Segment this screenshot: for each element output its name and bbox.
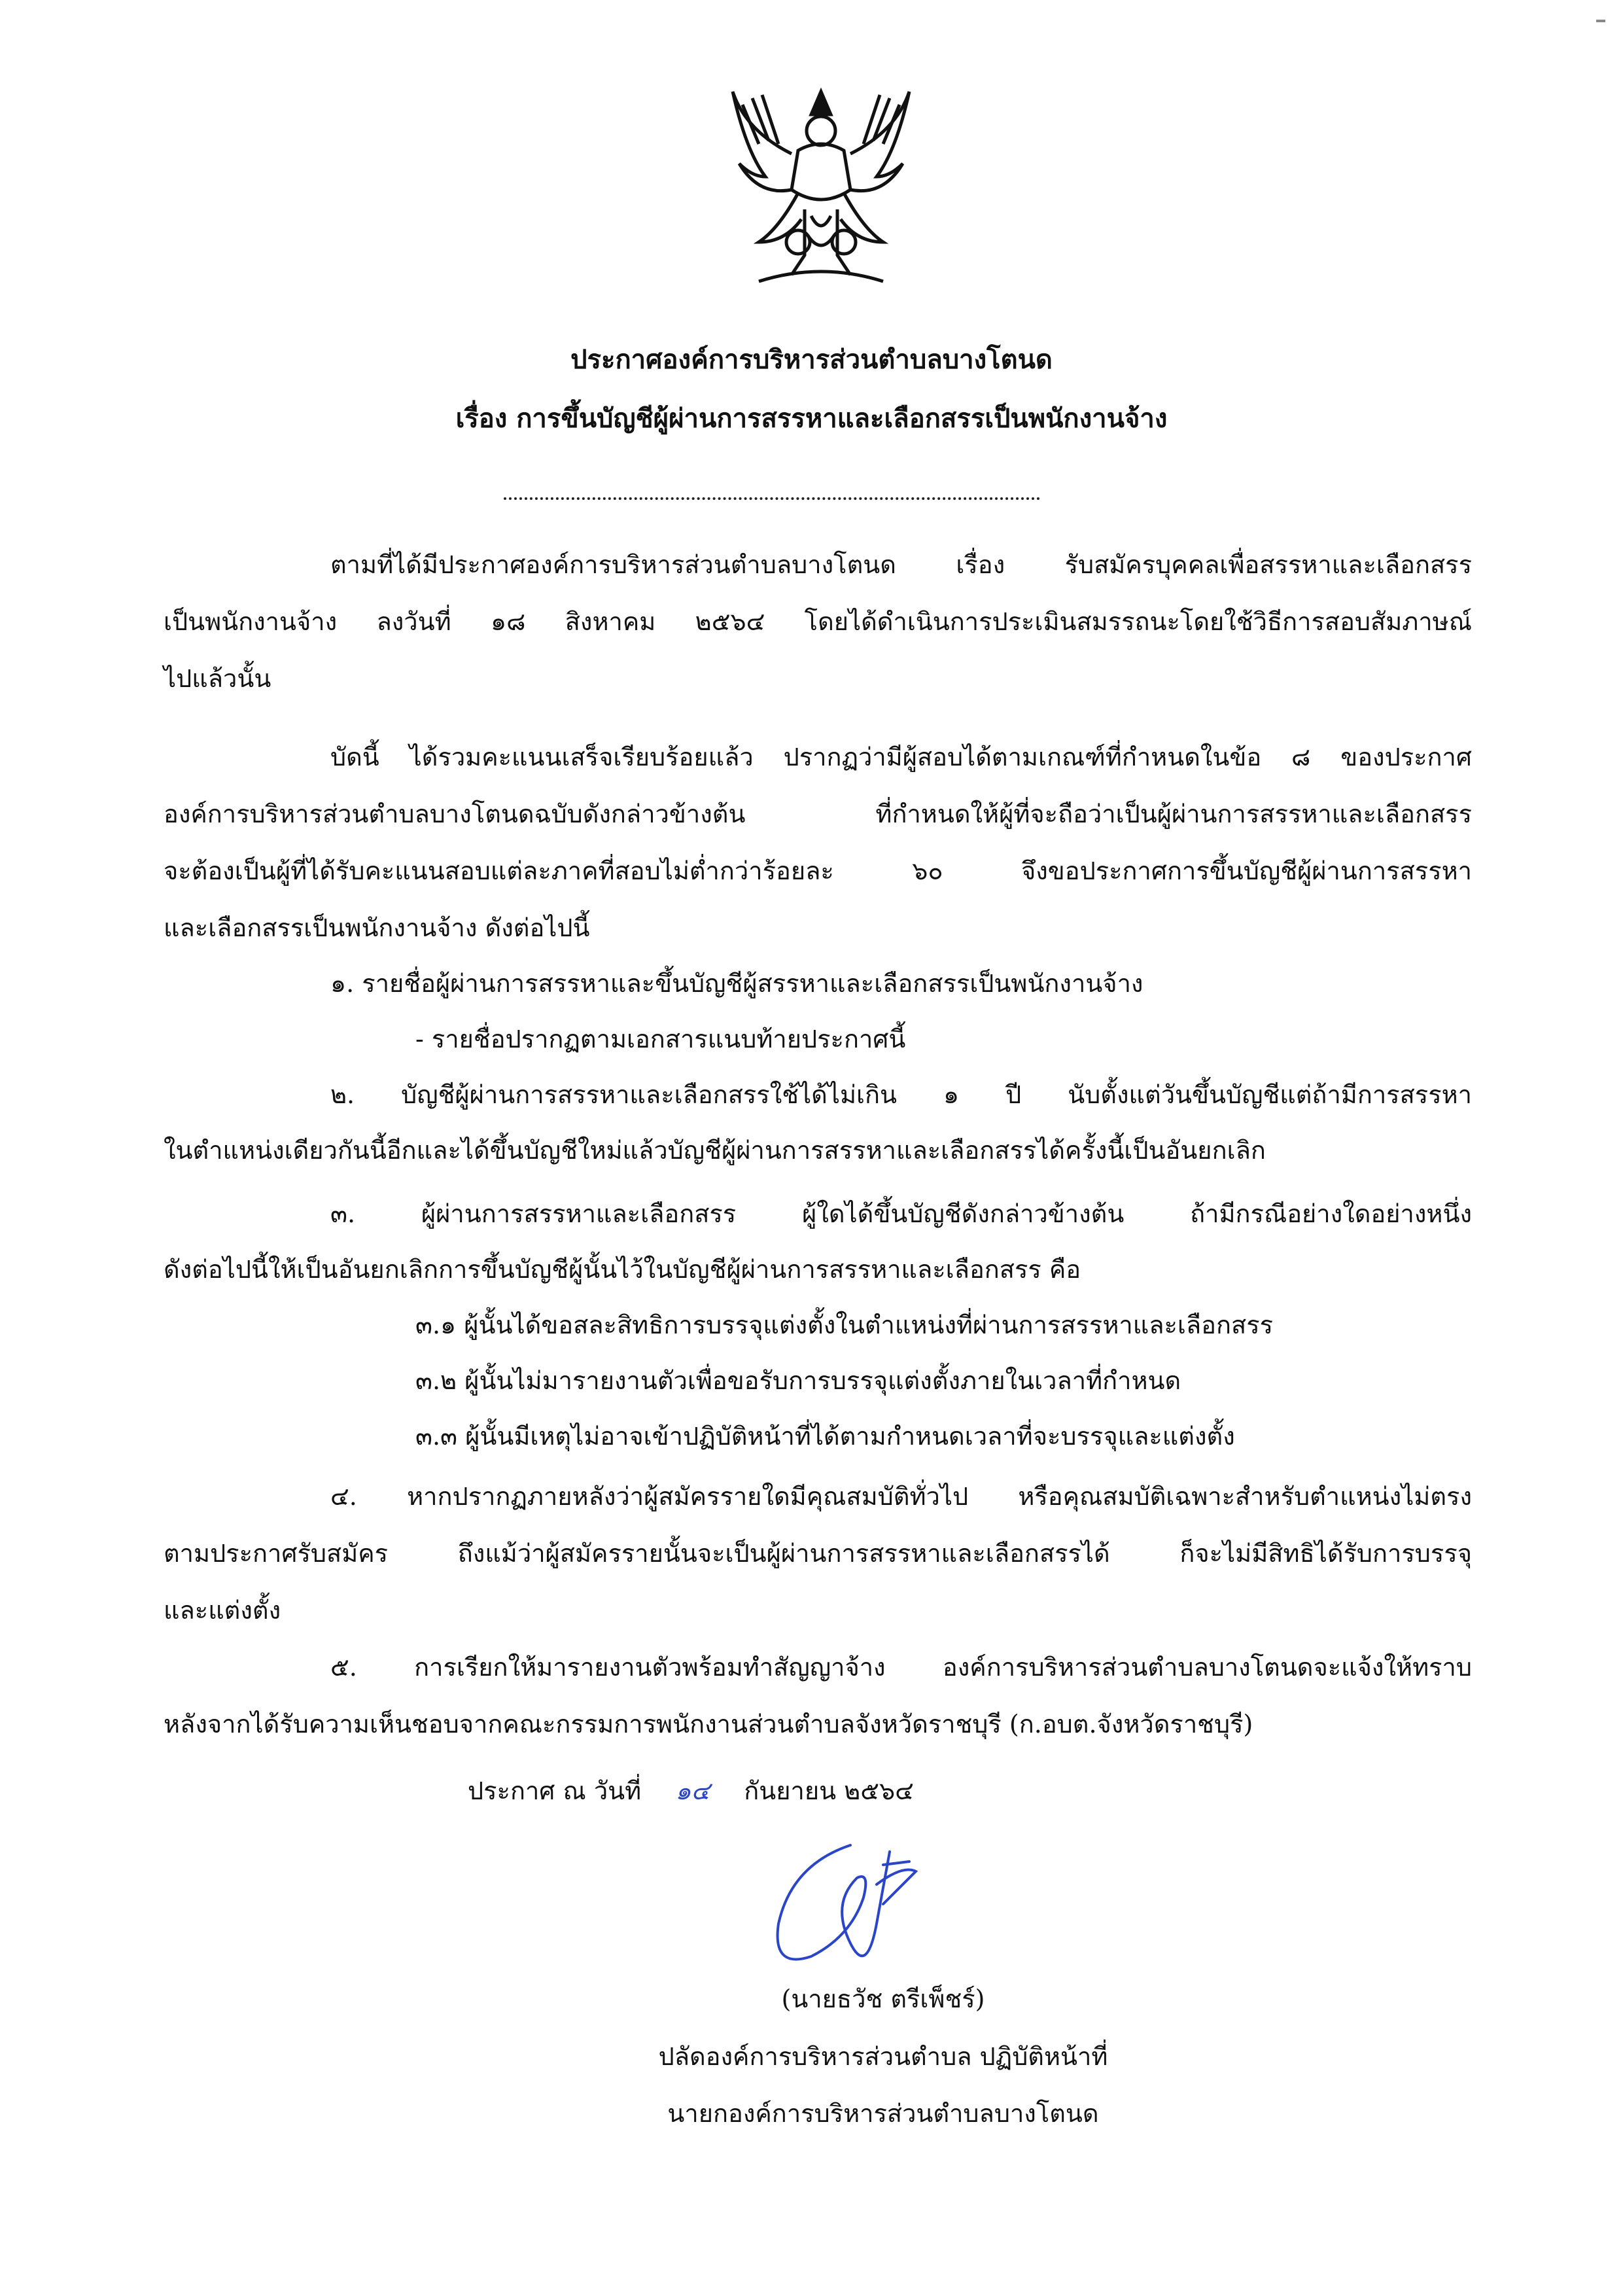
para2-line-2: องค์การบริหารส่วนตำบลบางโตนดฉบับดังกล่าวข้างต้น ที่กำหนดให้ผู้ที่จะถือว่าเป็นผู้ผ่านการสรรหาและเลือกสรร <box>164 800 1472 828</box>
item-5-line-1: ๕. การเรียกให้มารายงานตัวพร้อมทำสัญญาจ้าง องค์การบริหารส่วนตำบลบางโตนดจะแจ้งให้ทราบ <box>330 1653 1472 1682</box>
intro-line-1: ตามที่ได้มีประกาศองค์การบริหารส่วนตำบลบางโตนด เรื่อง รับสมัครบุคคลเพื่อสรรหาและเลือกสรร <box>330 550 1472 579</box>
item-4-line-3: และแต่งตั้ง <box>164 1596 281 1625</box>
item-1-sub: - รายชื่อปรากฏตามเอกสารแนบท้ายประกาศนี้ <box>415 1025 906 1053</box>
signature-scribble <box>752 1826 962 1996</box>
date-month-year: กันยายน ๒๕๖๔ <box>744 1776 914 1805</box>
item-4-line-2: ตามประกาศรับสมัคร ถึงแม้ว่าผู้สมัครรายนั้นจะเป็นผู้ผ่านการสรรหาและเลือกสรรได้ ก็จะไม่มีสิทธิได้รับการบรรจุ <box>164 1539 1472 1568</box>
item-3-1: ๓.๑ ผู้นั้นได้ขอสละสิทธิการบรรจุแต่งตั้งในตำแหน่งที่ผ่านการสรรหาและเลือกสรร <box>415 1311 1274 1339</box>
dotted-divider <box>504 497 1040 500</box>
date-day: ๑๔ <box>675 1776 710 1805</box>
item-3-2: ๓.๒ ผู้นั้นไม่มารายงานตัวเพื่อขอรับการบรรจุแต่งตั้งภายในเวลาที่กำหนด <box>415 1366 1181 1395</box>
item-4-line-1: ๔. หากปรากฏภายหลังว่าผู้สมัครรายใดมีคุณสมบัติทั่วไป หรือคุณสมบัติเฉพาะสำหรับตำแหน่งไม่ตรง <box>330 1482 1472 1511</box>
para2-line-3: จะต้องเป็นผู้ที่ได้รับคะแนนสอบแต่ละภาคที่สอบไม่ต่ำกว่าร้อยละ ๖๐ จึงขอประกาศการขึ้นบัญชีผู้ผ่านการสรรหา <box>164 857 1472 885</box>
item-3-line-2: ดังต่อไปนี้ให้เป็นอันยกเลิกการขึ้นบัญชีผู้นั้นไว้ในบัญชีผู้ผ่านการสรรหาและเลือกสรร คือ <box>164 1255 1081 1284</box>
signatory-position-1: ปลัดองค์การบริหารส่วนตำบล ปฏิบัติหน้าที่ <box>658 2042 1108 2071</box>
scan-mark <box>1596 20 1605 22</box>
date-prefix: ประกาศ ณ วันที่ <box>468 1776 642 1805</box>
date-line <box>468 1775 914 1807</box>
announcement-title: ประกาศองค์การบริหารส่วนตำบลบางโตนด <box>570 344 1053 375</box>
item-2-line-1: ๒. บัญชีผู้ผ่านการสรรหาและเลือกสรรใช้ได้ไม่เกิน ๑ ปี นับตั้งแต่วันขึ้นบัญชีแต่ถ้ามีการสรรหา <box>330 1080 1472 1109</box>
garuda-emblem-icon <box>720 79 922 294</box>
para2-line-4: และเลือกสรรเป็นพนักงานจ้าง ดังต่อไปนี้ <box>164 913 590 942</box>
item-3-3: ๓.๓ ผู้นั้นมีเหตุไม่อาจเข้าปฏิบัติหน้าที่ได้ตามกำหนดเวลาที่จะบรรจุและแต่งตั้ง <box>415 1422 1235 1451</box>
item-3-line-1: ๓. ผู้ผ่านการสรรหาและเลือกสรร ผู้ใดได้ขึ้นบัญชีดังกล่าวข้างต้น ถ้ามีกรณีอย่างใดอย่างหนึ่ง <box>330 1199 1472 1228</box>
para2-line-1: บัดนี้ ได้รวมคะแนนเสร็จเรียบร้อยแล้ว ปรากฏว่ามีผู้สอบได้ตามเกณฑ์ที่กำหนดในข้อ ๘ ของประกาศ <box>330 743 1472 771</box>
signatory-position-2: นายกองค์การบริหารส่วนตำบลบางโตนด <box>667 2099 1099 2128</box>
item-5-line-2: หลังจากได้รับความเห็นชอบจากคณะกรรมการพนักงานส่วนตำบลจังหวัดราชบุรี (ก.อบต.จังหวัดราชบุรี) <box>164 1710 1253 1739</box>
intro-line-3: ไปแล้วนั้น <box>164 664 271 693</box>
item-2-line-2: ในตำแหน่งเดียวกันนี้อีกและได้ขึ้นบัญชีใหม่แล้วบัญชีผู้ผ่านการสรรหาและเลือกสรรได้ครั้งนี้เป็นอันยกเลิก <box>164 1136 1266 1165</box>
announcement-subject: เรื่อง การขึ้นบัญชีผู้ผ่านการสรรหาและเลือกสรรเป็นพนักงานจ้าง <box>455 403 1168 434</box>
item-1: ๑. รายชื่อผู้ผ่านการสรรหาและขึ้นบัญชีผู้สรรหาและเลือกสรรเป็นพนักงานจ้าง <box>330 969 1143 998</box>
intro-line-2: เป็นพนักงานจ้าง ลงวันที่ ๑๘ สิงหาคม ๒๕๖๔ โดยได้ดำเนินการประเมินสมรรถนะโดยใช้วิธีการสอบสัมภาษณ์ <box>164 607 1472 636</box>
signatory-name: (นายธวัช ตรีเพ็ชร์) <box>781 1985 985 2013</box>
